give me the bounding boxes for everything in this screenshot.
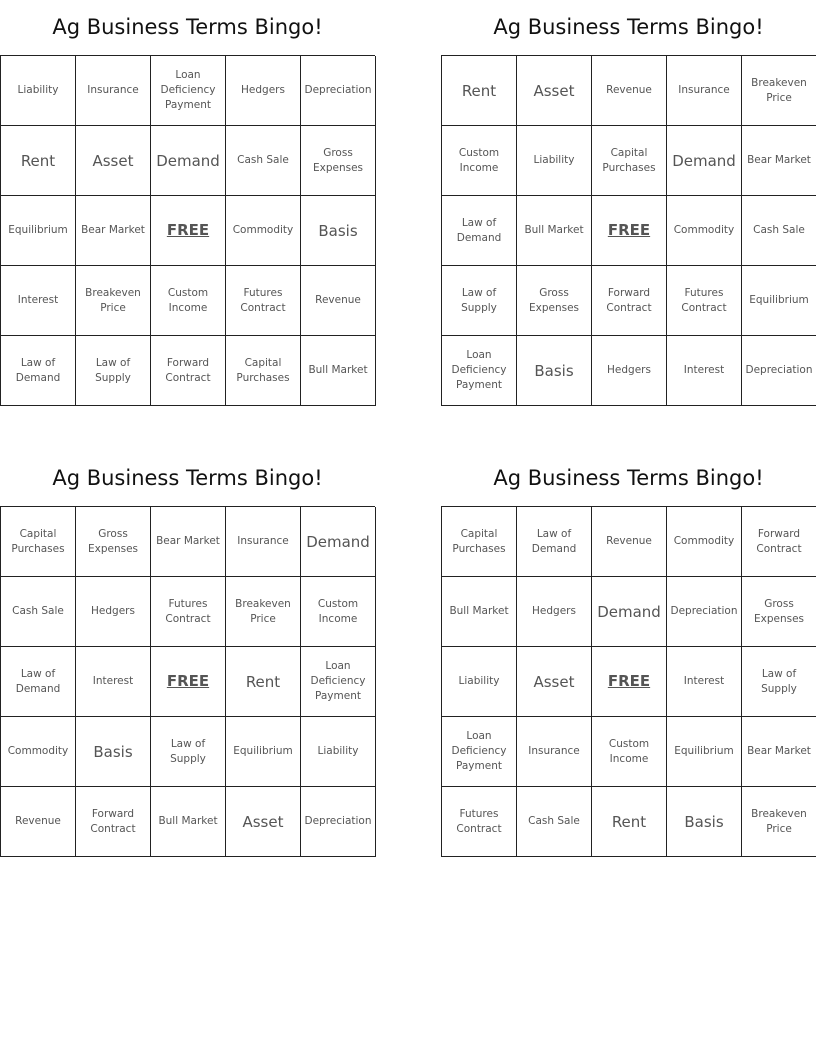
bingo-cell-label: Bear Market <box>747 745 811 757</box>
bingo-cell <box>742 647 816 717</box>
bingo-cell <box>151 336 226 406</box>
free-space <box>592 196 667 266</box>
bingo-cell-label: Bull Market <box>449 605 509 617</box>
bingo-cell-label: Capital Purchases <box>602 146 656 174</box>
bingo-cell-label: Custom Income <box>458 146 500 174</box>
bingo-cell <box>76 787 151 857</box>
bingo-cell <box>301 577 376 647</box>
bingo-cell <box>442 507 517 577</box>
bingo-cell-label: Custom Income <box>317 597 359 625</box>
bingo-cell <box>151 787 226 857</box>
bingo-cell <box>667 647 742 717</box>
bingo-cell-label: Commodity <box>7 745 69 757</box>
bingo-cell <box>1 787 76 857</box>
bingo-cell-label: FREE <box>607 672 651 690</box>
bingo-cell-label: Demand <box>597 602 661 621</box>
bingo-cell <box>667 126 742 196</box>
bingo-card-4 <box>441 451 816 857</box>
bingo-cell-label: Futures Contract <box>456 807 502 835</box>
bingo-cell <box>667 196 742 266</box>
bingo-cell-label: Demand <box>306 532 370 551</box>
bingo-cell <box>76 647 151 717</box>
bingo-cell-label: Depreciation <box>670 605 738 617</box>
bingo-cell-label: Hedgers <box>91 605 135 617</box>
bingo-cell-label: Loan Deficiency Payment <box>310 660 366 702</box>
bingo-cell <box>592 507 667 577</box>
bingo-cell-label: Equilibrium <box>8 224 68 236</box>
bingo-cell-label: Capital Purchases <box>236 356 290 384</box>
bingo-cell <box>592 126 667 196</box>
bingo-cell <box>151 266 226 336</box>
bingo-cell-label: Forward Contract <box>90 807 136 835</box>
bingo-cell-label: Loan Deficiency Payment <box>451 349 507 391</box>
bingo-cell-label: Insurance <box>237 535 289 547</box>
card-title: Ag Business Terms Bingo! <box>493 15 764 39</box>
bingo-cell <box>76 507 151 577</box>
bingo-cell-label: Bear Market <box>156 535 220 547</box>
bingo-cell <box>301 507 376 577</box>
bingo-cell <box>226 266 301 336</box>
bingo-cell-label: Revenue <box>315 294 361 306</box>
bingo-cell-label: Demand <box>156 151 220 170</box>
bingo-cell-label: Basis <box>534 361 574 380</box>
bingo-cell <box>151 126 226 196</box>
bingo-cell <box>517 787 592 857</box>
bingo-cell <box>226 507 301 577</box>
bingo-cell-label: Breakeven Price <box>85 286 141 314</box>
bingo-cell-label: Cash Sale <box>12 605 64 617</box>
bingo-cell <box>742 717 816 787</box>
bingo-cell-label: Gross Expenses <box>87 527 139 555</box>
bingo-cell-label: Capital Purchases <box>11 527 65 555</box>
bingo-cell-label: Basis <box>93 742 133 761</box>
bingo-card-3 <box>0 451 375 857</box>
bingo-cell <box>742 126 816 196</box>
bingo-cell <box>151 56 226 126</box>
bingo-cell <box>1 507 76 577</box>
bingo-cell <box>76 196 151 266</box>
bingo-cell <box>667 717 742 787</box>
bingo-cell-label: Interest <box>683 364 725 376</box>
bingo-cell-label: Basis <box>318 221 358 240</box>
free-space <box>151 196 226 266</box>
bingo-cell-label: Loan Deficiency Payment <box>160 69 216 111</box>
bingo-cell-label: Bull Market <box>158 815 218 827</box>
bingo-cell-label: Bull Market <box>308 364 368 376</box>
bingo-cell-label: Gross Expenses <box>528 286 580 314</box>
bingo-cell-label: Hedgers <box>532 605 576 617</box>
bingo-cell <box>442 126 517 196</box>
bingo-cell-label: Custom Income <box>167 286 209 314</box>
bingo-cell <box>517 336 592 406</box>
bingo-cell-label: Insurance <box>87 84 139 96</box>
bingo-cell-label: Bull Market <box>524 224 584 236</box>
bingo-cell <box>226 647 301 717</box>
bingo-cell-label: Bear Market <box>81 224 145 236</box>
card-title: Ag Business Terms Bingo! <box>493 466 764 490</box>
bingo-cell-label: Depreciation <box>304 84 372 96</box>
bingo-cell-label: Law of Demand <box>456 216 502 244</box>
bingo-cell <box>592 266 667 336</box>
bingo-cell-label: Bear Market <box>747 154 811 166</box>
bingo-cell <box>301 196 376 266</box>
bingo-cell <box>667 266 742 336</box>
bingo-cell-label: Asset <box>533 672 575 691</box>
bingo-cell <box>1 196 76 266</box>
bingo-cell-label: FREE <box>166 221 210 239</box>
bingo-cell <box>742 336 816 406</box>
bingo-cell <box>76 717 151 787</box>
bingo-cell-label: Cash Sale <box>528 815 580 827</box>
bingo-cell <box>442 787 517 857</box>
bingo-grid <box>0 506 375 857</box>
bingo-cell <box>517 266 592 336</box>
bingo-cell <box>76 56 151 126</box>
bingo-cell <box>517 647 592 717</box>
bingo-cell <box>301 717 376 787</box>
bingo-cell <box>226 56 301 126</box>
bingo-cell-label: Insurance <box>678 84 730 96</box>
bingo-cell-label: Rent <box>20 151 56 170</box>
bingo-cell <box>517 196 592 266</box>
bingo-cell <box>151 507 226 577</box>
bingo-cell <box>442 56 517 126</box>
bingo-grid <box>441 506 816 857</box>
bingo-cell-label: Equilibrium <box>674 745 734 757</box>
bingo-cell <box>301 336 376 406</box>
bingo-cell <box>226 787 301 857</box>
free-space <box>151 647 226 717</box>
bingo-cell <box>517 717 592 787</box>
bingo-cell-label: Forward Contract <box>606 286 652 314</box>
bingo-cell <box>442 647 517 717</box>
bingo-cell-label: Demand <box>672 151 736 170</box>
bingo-cell <box>226 717 301 787</box>
bingo-cell-label: Futures Contract <box>165 597 211 625</box>
card-title: Ag Business Terms Bingo! <box>52 15 323 39</box>
bingo-cell <box>1 56 76 126</box>
bingo-cell <box>1 717 76 787</box>
bingo-cell <box>592 336 667 406</box>
bingo-cell <box>1 577 76 647</box>
bingo-cell-label: Cash Sale <box>753 224 805 236</box>
bingo-cell-label: FREE <box>166 672 210 690</box>
bingo-cell-label: Liability <box>17 84 59 96</box>
bingo-cell-label: Interest <box>683 675 725 687</box>
bingo-card-2 <box>441 0 816 406</box>
bingo-cell <box>1 126 76 196</box>
bingo-cell <box>442 577 517 647</box>
bingo-cell-label: Insurance <box>528 745 580 757</box>
bingo-cell-label: Liability <box>317 745 359 757</box>
bingo-cell-label: Gross Expenses <box>312 146 364 174</box>
bingo-cell <box>667 56 742 126</box>
bingo-cell <box>742 507 816 577</box>
bingo-cell-label: Breakeven Price <box>751 76 807 104</box>
bingo-cell <box>667 787 742 857</box>
bingo-cell <box>442 336 517 406</box>
bingo-cell <box>592 577 667 647</box>
bingo-cell <box>151 577 226 647</box>
bingo-cell-label: Revenue <box>606 535 652 547</box>
bingo-cell-label: Asset <box>533 81 575 100</box>
bingo-cell <box>76 577 151 647</box>
bingo-cell <box>742 787 816 857</box>
bingo-cell-label: Custom Income <box>608 737 650 765</box>
bingo-cell-label: Forward Contract <box>756 527 802 555</box>
bingo-cell <box>517 507 592 577</box>
bingo-cell-label: Equilibrium <box>749 294 809 306</box>
bingo-cell <box>667 336 742 406</box>
bingo-cell <box>742 196 816 266</box>
bingo-cell <box>301 56 376 126</box>
bingo-cell-label: Forward Contract <box>165 356 211 384</box>
bingo-cell-label: Depreciation <box>745 364 813 376</box>
bingo-cell-label: Asset <box>242 812 284 831</box>
bingo-cell <box>1 647 76 717</box>
bingo-cell-label: Loan Deficiency Payment <box>451 730 507 772</box>
bingo-cell-label: Futures Contract <box>240 286 286 314</box>
bingo-cell <box>517 577 592 647</box>
bingo-cell-label: Basis <box>684 812 724 831</box>
bingo-cell <box>301 787 376 857</box>
bingo-cell-label: Revenue <box>15 815 61 827</box>
bingo-cell-label: Rent <box>245 672 281 691</box>
bingo-cell-label: Breakeven Price <box>751 807 807 835</box>
bingo-cell <box>592 787 667 857</box>
bingo-cell-label: Commodity <box>232 224 294 236</box>
bingo-cell-label: Law of Demand <box>15 667 61 695</box>
bingo-cell <box>592 717 667 787</box>
bingo-cell <box>517 126 592 196</box>
bingo-cell-label: FREE <box>607 221 651 239</box>
bingo-card-1 <box>0 0 375 406</box>
bingo-cell <box>742 577 816 647</box>
bingo-cell-label: Rent <box>611 812 647 831</box>
bingo-cell <box>226 577 301 647</box>
bingo-cell <box>76 336 151 406</box>
bingo-cell-label: Gross Expenses <box>753 597 805 625</box>
free-space <box>592 647 667 717</box>
bingo-grid <box>0 55 375 406</box>
bingo-cell-label: Liability <box>533 154 575 166</box>
bingo-cell <box>1 336 76 406</box>
bingo-cell <box>76 266 151 336</box>
bingo-cell-label: Law of Supply <box>761 667 797 695</box>
bingo-cell-label: Law of Supply <box>95 356 131 384</box>
bingo-cell <box>517 56 592 126</box>
bingo-grid <box>441 55 816 406</box>
bingo-cell <box>226 126 301 196</box>
bingo-cell <box>742 56 816 126</box>
bingo-cell-label: Hedgers <box>241 84 285 96</box>
bingo-cell-label: Depreciation <box>304 815 372 827</box>
bingo-cell-label: Law of Supply <box>461 286 497 314</box>
bingo-cell-label: Revenue <box>606 84 652 96</box>
bingo-cell <box>742 266 816 336</box>
bingo-cell <box>226 336 301 406</box>
bingo-cell <box>76 126 151 196</box>
bingo-cell <box>301 126 376 196</box>
card-title: Ag Business Terms Bingo! <box>52 466 323 490</box>
bingo-cell <box>226 196 301 266</box>
bingo-cell-label: Law of Demand <box>531 527 577 555</box>
bingo-cell-label: Commodity <box>673 224 735 236</box>
bingo-cell-label: Commodity <box>673 535 735 547</box>
bingo-cell-label: Cash Sale <box>237 154 289 166</box>
bingo-cell-label: Liability <box>458 675 500 687</box>
bingo-cell-label: Equilibrium <box>233 745 293 757</box>
bingo-cell <box>442 196 517 266</box>
bingo-cell <box>1 266 76 336</box>
bingo-cell-label: Hedgers <box>607 364 651 376</box>
bingo-cell <box>667 507 742 577</box>
bingo-cell <box>442 266 517 336</box>
bingo-cell-label: Rent <box>461 81 497 100</box>
bingo-cell-label: Breakeven Price <box>235 597 291 625</box>
bingo-cell-label: Futures Contract <box>681 286 727 314</box>
bingo-cell <box>301 647 376 717</box>
bingo-cell-label: Law of Demand <box>15 356 61 384</box>
bingo-cell-label: Law of Supply <box>170 737 206 765</box>
bingo-cell <box>592 56 667 126</box>
bingo-cell-label: Asset <box>92 151 134 170</box>
bingo-cell <box>301 266 376 336</box>
bingo-cell-label: Interest <box>92 675 134 687</box>
bingo-cell <box>151 717 226 787</box>
bingo-cell <box>442 717 517 787</box>
bingo-cell-label: Interest <box>17 294 59 306</box>
bingo-cell <box>667 577 742 647</box>
bingo-cell-label: Capital Purchases <box>452 527 506 555</box>
